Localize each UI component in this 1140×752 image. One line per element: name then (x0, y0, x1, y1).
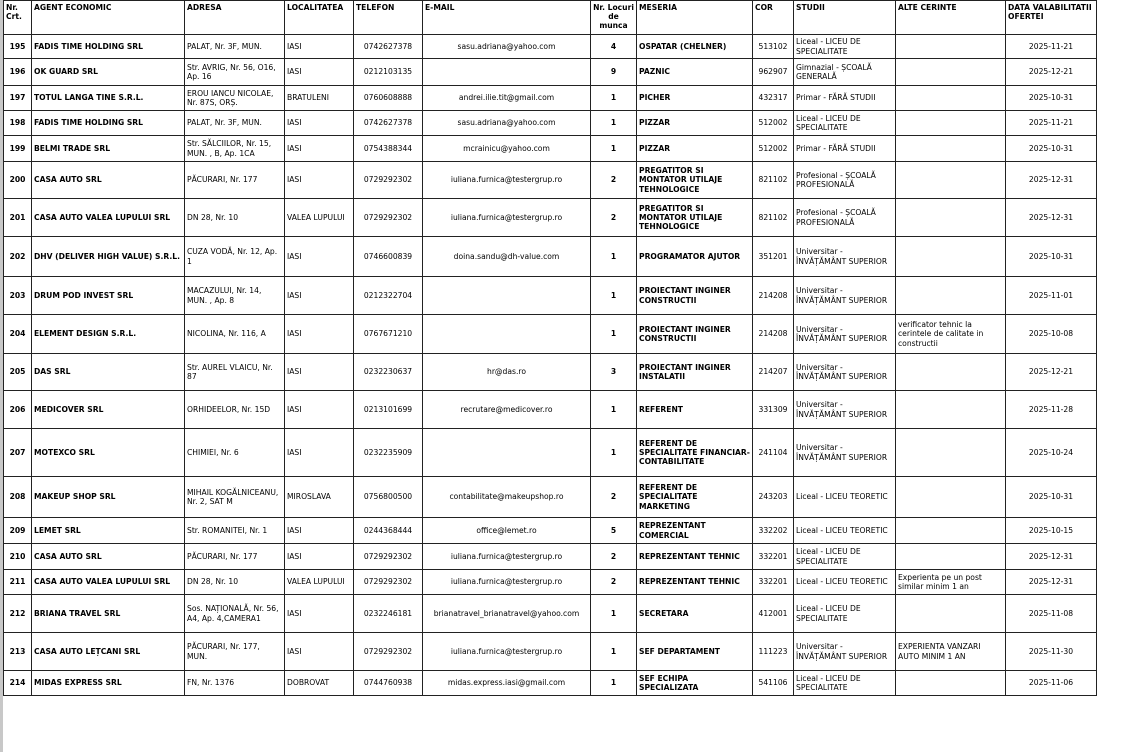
cell-meseria: PICHER (637, 86, 753, 111)
cell-data-valabilitatii: 2025-10-31 (1006, 237, 1097, 277)
cell-nr-locuri: 2 (591, 162, 637, 199)
cell-nr-locuri: 1 (591, 429, 637, 477)
cell-telefon: 0756800500 (354, 477, 423, 518)
cell-localitatea: MIROSLAVA (285, 477, 354, 518)
column-header-data-valabilitatii: DATA VALABILITATII OFERTEI (1006, 1, 1097, 35)
cell-cor: 962907 (753, 59, 794, 86)
table-row (4, 136, 1097, 162)
cell-localitatea: IASI (285, 59, 354, 86)
cell-nr-crt: 206 (4, 391, 32, 429)
cell-agent-economic: DAS SRL (32, 354, 185, 391)
cell-nr-crt: 198 (4, 111, 32, 136)
cell-agent-economic: DHV (DELIVER HIGH VALUE) S.R.L. (32, 237, 185, 277)
cell-agent-economic: FADIS TIME HOLDING SRL (32, 111, 185, 136)
cell-e-mail (423, 315, 591, 354)
cell-adresa: FN, Nr. 1376 (185, 671, 285, 696)
cell-agent-economic: TOTUL LANGA TINE S.R.L. (32, 86, 185, 111)
cell-cor: 541106 (753, 671, 794, 696)
cell-e-mail: recrutare@medicover.ro (423, 391, 591, 429)
cell-localitatea: IASI (285, 136, 354, 162)
cell-meseria: SECRETARA (637, 595, 753, 633)
cell-studii: Universitar - ÎNVĂȚĂMÂNT SUPERIOR (794, 237, 896, 277)
cell-nr-locuri: 1 (591, 595, 637, 633)
cell-adresa: EROU IANCU NICOLAE, Nr. 87S, ORȘ. (185, 86, 285, 111)
table-row (4, 237, 1097, 277)
cell-agent-economic: CASA AUTO LEȚCANI SRL (32, 633, 185, 671)
cell-data-valabilitatii: 2025-12-31 (1006, 544, 1097, 570)
cell-e-mail: contabilitate@makeupshop.ro (423, 477, 591, 518)
cell-meseria: PROIECTANT INGINER CONSTRUCTII (637, 277, 753, 315)
cell-localitatea: IASI (285, 518, 354, 544)
cell-e-mail: brianatravel_brianatravel@yahoo.com (423, 595, 591, 633)
cell-telefon: 0729292302 (354, 544, 423, 570)
cell-cor: 351201 (753, 237, 794, 277)
cell-agent-economic: MEDICOVER SRL (32, 391, 185, 429)
cell-studii: Universitar - ÎNVĂȚĂMÂNT SUPERIOR (794, 391, 896, 429)
cell-telefon: 0742627378 (354, 35, 423, 59)
cell-alte-cerinte (896, 671, 1006, 696)
cell-telefon: 0729292302 (354, 199, 423, 237)
cell-alte-cerinte (896, 86, 1006, 111)
cell-studii: Universitar - ÎNVĂȚĂMÂNT SUPERIOR (794, 633, 896, 671)
cell-nr-crt: 212 (4, 595, 32, 633)
cell-e-mail: office@lemet.ro (423, 518, 591, 544)
column-header-localitatea: LOCALITATEA (285, 1, 354, 35)
cell-e-mail: mcrainicu@yahoo.com (423, 136, 591, 162)
cell-telefon: 0729292302 (354, 162, 423, 199)
cell-nr-crt: 205 (4, 354, 32, 391)
cell-telefon: 0729292302 (354, 570, 423, 595)
column-header-cor: COR (753, 1, 794, 35)
cell-localitatea: DOBROVAT (285, 671, 354, 696)
cell-data-valabilitatii: 2025-11-21 (1006, 35, 1097, 59)
cell-data-valabilitatii: 2025-10-31 (1006, 86, 1097, 111)
cell-nr-crt: 208 (4, 477, 32, 518)
cell-localitatea: VALEA LUPULUI (285, 570, 354, 595)
cell-studii: Liceal - LICEU TEORETIC (794, 518, 896, 544)
cell-alte-cerinte (896, 595, 1006, 633)
cell-alte-cerinte (896, 111, 1006, 136)
cell-nr-locuri: 1 (591, 237, 637, 277)
cell-adresa: PALAT, Nr. 3F, MUN. (185, 111, 285, 136)
column-header-e-mail: E-MAIL (423, 1, 591, 35)
cell-e-mail: doina.sandu@dh-value.com (423, 237, 591, 277)
cell-studii: Liceal - LICEU DE SPECIALITATE (794, 111, 896, 136)
cell-agent-economic: MIDAS EXPRESS SRL (32, 671, 185, 696)
cell-meseria: PREGATITOR SI MONTATOR UTILAJE TEHNOLOGICE (637, 162, 753, 199)
cell-meseria: PIZZAR (637, 111, 753, 136)
cell-meseria: PROIECTANT INGINER CONSTRUCTII (637, 315, 753, 354)
cell-adresa: CHIMIEI, Nr. 6 (185, 429, 285, 477)
cell-adresa: NICOLINA, Nr. 116, A (185, 315, 285, 354)
cell-e-mail: iuliana.furnica@testergrup.ro (423, 162, 591, 199)
cell-alte-cerinte (896, 277, 1006, 315)
cell-cor: 512002 (753, 111, 794, 136)
cell-agent-economic: BRIANA TRAVEL SRL (32, 595, 185, 633)
cell-data-valabilitatii: 2025-11-08 (1006, 595, 1097, 633)
cell-adresa: Str. AUREL VLAICU, Nr. 87 (185, 354, 285, 391)
cell-agent-economic: FADIS TIME HOLDING SRL (32, 35, 185, 59)
cell-nr-crt: 202 (4, 237, 32, 277)
cell-nr-locuri: 1 (591, 136, 637, 162)
cell-alte-cerinte: verificator tehnic la cerintele de calitate in constructii (896, 315, 1006, 354)
cell-localitatea: IASI (285, 595, 354, 633)
cell-cor: 821102 (753, 162, 794, 199)
cell-telefon: 0767671210 (354, 315, 423, 354)
cell-studii: Liceal - LICEU TEORETIC (794, 570, 896, 595)
cell-data-valabilitatii: 2025-12-31 (1006, 199, 1097, 237)
cell-studii: Universitar - ÎNVĂȚĂMÂNT SUPERIOR (794, 429, 896, 477)
cell-nr-locuri: 9 (591, 59, 637, 86)
cell-data-valabilitatii: 2025-12-31 (1006, 570, 1097, 595)
cell-adresa: PĂCURARI, Nr. 177 (185, 544, 285, 570)
cell-meseria: REPREZENTANT TEHNIC (637, 544, 753, 570)
cell-adresa: Str. AVRIG, Nr. 56, O16, Ap. 16 (185, 59, 285, 86)
column-header-nr-crt: Nr. Crt. (4, 1, 32, 35)
cell-studii: Primar - FĂRĂ STUDII (794, 86, 896, 111)
cell-nr-locuri: 1 (591, 391, 637, 429)
cell-agent-economic: ELEMENT DESIGN S.R.L. (32, 315, 185, 354)
cell-nr-locuri: 1 (591, 633, 637, 671)
cell-cor: 214208 (753, 315, 794, 354)
cell-nr-crt: 200 (4, 162, 32, 199)
cell-adresa: CUZA VODĂ, Nr. 12, Ap. 1 (185, 237, 285, 277)
cell-nr-crt: 210 (4, 544, 32, 570)
table-row (4, 199, 1097, 237)
cell-meseria: SEF ECHIPA SPECIALIZATA (637, 671, 753, 696)
cell-meseria: REPREZENTANT COMERCIAL (637, 518, 753, 544)
cell-e-mail: hr@das.ro (423, 354, 591, 391)
cell-nr-crt: 196 (4, 59, 32, 86)
cell-telefon: 0232246181 (354, 595, 423, 633)
cell-studii: Gimnazial - ȘCOALĂ GENERALĂ (794, 59, 896, 86)
column-header-telefon: TELEFON (354, 1, 423, 35)
cell-data-valabilitatii: 2025-10-31 (1006, 136, 1097, 162)
cell-studii: Universitar - ÎNVĂȚĂMÂNT SUPERIOR (794, 354, 896, 391)
cell-nr-locuri: 1 (591, 86, 637, 111)
cell-nr-locuri: 1 (591, 277, 637, 315)
cell-alte-cerinte (896, 429, 1006, 477)
cell-cor: 332201 (753, 570, 794, 595)
cell-localitatea: IASI (285, 35, 354, 59)
cell-localitatea: IASI (285, 315, 354, 354)
cell-cor: 111223 (753, 633, 794, 671)
cell-nr-crt: 197 (4, 86, 32, 111)
cell-localitatea: VALEA LUPULUI (285, 199, 354, 237)
cell-nr-locuri: 1 (591, 315, 637, 354)
cell-agent-economic: DRUM POD INVEST SRL (32, 277, 185, 315)
cell-cor: 821102 (753, 199, 794, 237)
cell-nr-crt: 201 (4, 199, 32, 237)
table-row (4, 111, 1097, 136)
cell-agent-economic: BELMI TRADE SRL (32, 136, 185, 162)
cell-nr-crt: 207 (4, 429, 32, 477)
cell-data-valabilitatii: 2025-11-28 (1006, 391, 1097, 429)
column-header-studii: STUDII (794, 1, 896, 35)
cell-nr-locuri: 2 (591, 199, 637, 237)
cell-nr-locuri: 1 (591, 111, 637, 136)
table-row (4, 315, 1097, 354)
table-row (4, 671, 1097, 696)
cell-alte-cerinte: EXPERIENTA VANZARI AUTO MINIM 1 AN (896, 633, 1006, 671)
table-row (4, 429, 1097, 477)
cell-alte-cerinte (896, 354, 1006, 391)
cell-nr-locuri: 3 (591, 354, 637, 391)
cell-alte-cerinte (896, 59, 1006, 86)
cell-meseria: PREGATITOR SI MONTATOR UTILAJE TEHNOLOGICE (637, 199, 753, 237)
cell-localitatea: IASI (285, 633, 354, 671)
cell-alte-cerinte (896, 477, 1006, 518)
cell-nr-crt: 199 (4, 136, 32, 162)
cell-e-mail: midas.express.iasi@gmail.com (423, 671, 591, 696)
cell-cor: 332202 (753, 518, 794, 544)
cell-telefon: 0212103135 (354, 59, 423, 86)
cell-e-mail: sasu.adriana@yahoo.com (423, 35, 591, 59)
cell-e-mail: andrei.ilie.tit@gmail.com (423, 86, 591, 111)
cell-cor: 513102 (753, 35, 794, 59)
cell-agent-economic: CASA AUTO VALEA LUPULUI SRL (32, 199, 185, 237)
cell-data-valabilitatii: 2025-12-31 (1006, 162, 1097, 199)
cell-data-valabilitatii: 2025-10-15 (1006, 518, 1097, 544)
job-offers-table (3, 0, 1097, 696)
cell-adresa: PĂCURARI, Nr. 177 (185, 162, 285, 199)
cell-nr-crt: 213 (4, 633, 32, 671)
cell-telefon: 0760608888 (354, 86, 423, 111)
cell-e-mail: iuliana.furnica@testergrup.ro (423, 633, 591, 671)
cell-adresa: Str. ROMANITEI, Nr. 1 (185, 518, 285, 544)
cell-adresa: MIHAIL KOGĂLNICEANU, Nr. 2, SAT M (185, 477, 285, 518)
cell-meseria: REFERENT DE SPECIALITATE MARKETING (637, 477, 753, 518)
table-row (4, 391, 1097, 429)
cell-cor: 331309 (753, 391, 794, 429)
cell-agent-economic: LEMET SRL (32, 518, 185, 544)
cell-nr-crt: 204 (4, 315, 32, 354)
cell-e-mail: sasu.adriana@yahoo.com (423, 111, 591, 136)
cell-localitatea: IASI (285, 111, 354, 136)
cell-telefon: 0729292302 (354, 633, 423, 671)
cell-telefon: 0744760938 (354, 671, 423, 696)
table-row (4, 354, 1097, 391)
cell-meseria: PAZNIC (637, 59, 753, 86)
cell-agent-economic: CASA AUTO SRL (32, 544, 185, 570)
cell-nr-locuri: 2 (591, 544, 637, 570)
table-row (4, 477, 1097, 518)
cell-studii: Profesional - ȘCOALĂ PROFESIONALĂ (794, 162, 896, 199)
cell-alte-cerinte: Experienta pe un post similar minim 1 an (896, 570, 1006, 595)
cell-nr-locuri: 1 (591, 671, 637, 696)
cell-cor: 243203 (753, 477, 794, 518)
cell-studii: Liceal - LICEU DE SPECIALITATE (794, 544, 896, 570)
cell-telefon: 0212322704 (354, 277, 423, 315)
cell-alte-cerinte (896, 391, 1006, 429)
cell-studii: Liceal - LICEU TEORETIC (794, 477, 896, 518)
cell-agent-economic: MAKEUP SHOP SRL (32, 477, 185, 518)
column-header-nr-locuri: Nr. Locuri de munca (591, 1, 637, 35)
cell-nr-crt: 203 (4, 277, 32, 315)
cell-alte-cerinte (896, 136, 1006, 162)
cell-cor: 214207 (753, 354, 794, 391)
cell-studii: Primar - FĂRĂ STUDII (794, 136, 896, 162)
cell-cor: 241104 (753, 429, 794, 477)
cell-nr-locuri: 2 (591, 477, 637, 518)
cell-adresa: DN 28, Nr. 10 (185, 570, 285, 595)
table-row (4, 633, 1097, 671)
cell-e-mail: iuliana.furnica@testergrup.ro (423, 199, 591, 237)
cell-e-mail: iuliana.furnica@testergrup.ro (423, 544, 591, 570)
column-header-meseria: MESERIA (637, 1, 753, 35)
table-body (4, 35, 1097, 696)
cell-adresa: Sos. NAȚIONALĂ, Nr. 56, A4, Ap. 4,CAMERA1 (185, 595, 285, 633)
cell-meseria: REPREZENTANT TEHNIC (637, 570, 753, 595)
cell-telefon: 0232235909 (354, 429, 423, 477)
cell-data-valabilitatii: 2025-12-21 (1006, 354, 1097, 391)
cell-data-valabilitatii: 2025-12-21 (1006, 59, 1097, 86)
cell-localitatea: IASI (285, 429, 354, 477)
cell-cor: 412001 (753, 595, 794, 633)
cell-data-valabilitatii: 2025-11-30 (1006, 633, 1097, 671)
cell-studii: Universitar - ÎNVĂȚĂMÂNT SUPERIOR (794, 277, 896, 315)
cell-alte-cerinte (896, 237, 1006, 277)
cell-meseria: PROIECTANT INGINER INSTALATII (637, 354, 753, 391)
cell-e-mail (423, 277, 591, 315)
cell-telefon: 0742627378 (354, 111, 423, 136)
cell-nr-locuri: 5 (591, 518, 637, 544)
cell-cor: 214208 (753, 277, 794, 315)
cell-cor: 332201 (753, 544, 794, 570)
cell-data-valabilitatii: 2025-11-06 (1006, 671, 1097, 696)
cell-localitatea: IASI (285, 162, 354, 199)
cell-agent-economic: CASA AUTO SRL (32, 162, 185, 199)
cell-adresa: PĂCURARI, Nr. 177, MUN. (185, 633, 285, 671)
cell-adresa: MACAZULUI, Nr. 14, MUN. , Ap. 8 (185, 277, 285, 315)
cell-data-valabilitatii: 2025-11-21 (1006, 111, 1097, 136)
table-row (4, 518, 1097, 544)
cell-nr-locuri: 2 (591, 570, 637, 595)
cell-data-valabilitatii: 2025-10-24 (1006, 429, 1097, 477)
cell-cor: 432317 (753, 86, 794, 111)
cell-data-valabilitatii: 2025-10-08 (1006, 315, 1097, 354)
cell-nr-locuri: 4 (591, 35, 637, 59)
cell-alte-cerinte (896, 518, 1006, 544)
table-row (4, 35, 1097, 59)
cell-localitatea: IASI (285, 391, 354, 429)
cell-alte-cerinte (896, 35, 1006, 59)
cell-agent-economic: CASA AUTO VALEA LUPULUI SRL (32, 570, 185, 595)
cell-telefon: 0754388344 (354, 136, 423, 162)
cell-meseria: REFERENT DE SPECIALITATE FINANCIAR-CONTABILITATE (637, 429, 753, 477)
table-row (4, 277, 1097, 315)
cell-meseria: OSPATAR (CHELNER) (637, 35, 753, 59)
cell-e-mail (423, 59, 591, 86)
cell-meseria: REFERENT (637, 391, 753, 429)
table-header-row (4, 1, 1097, 35)
cell-studii: Liceal - LICEU DE SPECIALITATE (794, 595, 896, 633)
table-row (4, 544, 1097, 570)
cell-alte-cerinte (896, 544, 1006, 570)
cell-adresa: Str. SĂLCIILOR, Nr. 15, MUN. , B, Ap. 1CA (185, 136, 285, 162)
table-row (4, 570, 1097, 595)
cell-studii: Profesional - ȘCOALĂ PROFESIONALĂ (794, 199, 896, 237)
cell-localitatea: BRATULENI (285, 86, 354, 111)
cell-meseria: SEF DEPARTAMENT (637, 633, 753, 671)
cell-telefon: 0244368444 (354, 518, 423, 544)
cell-studii: Universitar - ÎNVĂȚĂMÂNT SUPERIOR (794, 315, 896, 354)
table-row (4, 86, 1097, 111)
cell-telefon: 0746600839 (354, 237, 423, 277)
cell-data-valabilitatii: 2025-10-31 (1006, 477, 1097, 518)
cell-nr-crt: 209 (4, 518, 32, 544)
cell-adresa: ORHIDEELOR, Nr. 15D (185, 391, 285, 429)
cell-nr-crt: 195 (4, 35, 32, 59)
cell-localitatea: IASI (285, 544, 354, 570)
cell-adresa: DN 28, Nr. 10 (185, 199, 285, 237)
table-row (4, 162, 1097, 199)
cell-agent-economic: OK GUARD SRL (32, 59, 185, 86)
cell-studii: Liceal - LICEU DE SPECIALITATE (794, 671, 896, 696)
cell-meseria: PIZZAR (637, 136, 753, 162)
cell-adresa: PALAT, Nr. 3F, MUN. (185, 35, 285, 59)
column-header-agent-economic: AGENT ECONOMIC (32, 1, 185, 35)
table-row (4, 595, 1097, 633)
cell-telefon: 0232230637 (354, 354, 423, 391)
cell-alte-cerinte (896, 162, 1006, 199)
cell-studii: Liceal - LICEU DE SPECIALITATE (794, 35, 896, 59)
cell-telefon: 0213101699 (354, 391, 423, 429)
column-header-adresa: ADRESA (185, 1, 285, 35)
cell-nr-crt: 214 (4, 671, 32, 696)
cell-alte-cerinte (896, 199, 1006, 237)
column-header-alte-cerinte: ALTE CERINTE (896, 1, 1006, 35)
cell-data-valabilitatii: 2025-11-01 (1006, 277, 1097, 315)
cell-e-mail (423, 429, 591, 477)
cell-localitatea: IASI (285, 354, 354, 391)
cell-cor: 512002 (753, 136, 794, 162)
cell-meseria: PROGRAMATOR AJUTOR (637, 237, 753, 277)
cell-agent-economic: MOTEXCO SRL (32, 429, 185, 477)
cell-nr-crt: 211 (4, 570, 32, 595)
cell-localitatea: IASI (285, 277, 354, 315)
table-row (4, 59, 1097, 86)
cell-e-mail: iuliana.furnica@testergrup.ro (423, 570, 591, 595)
cell-localitatea: IASI (285, 237, 354, 277)
